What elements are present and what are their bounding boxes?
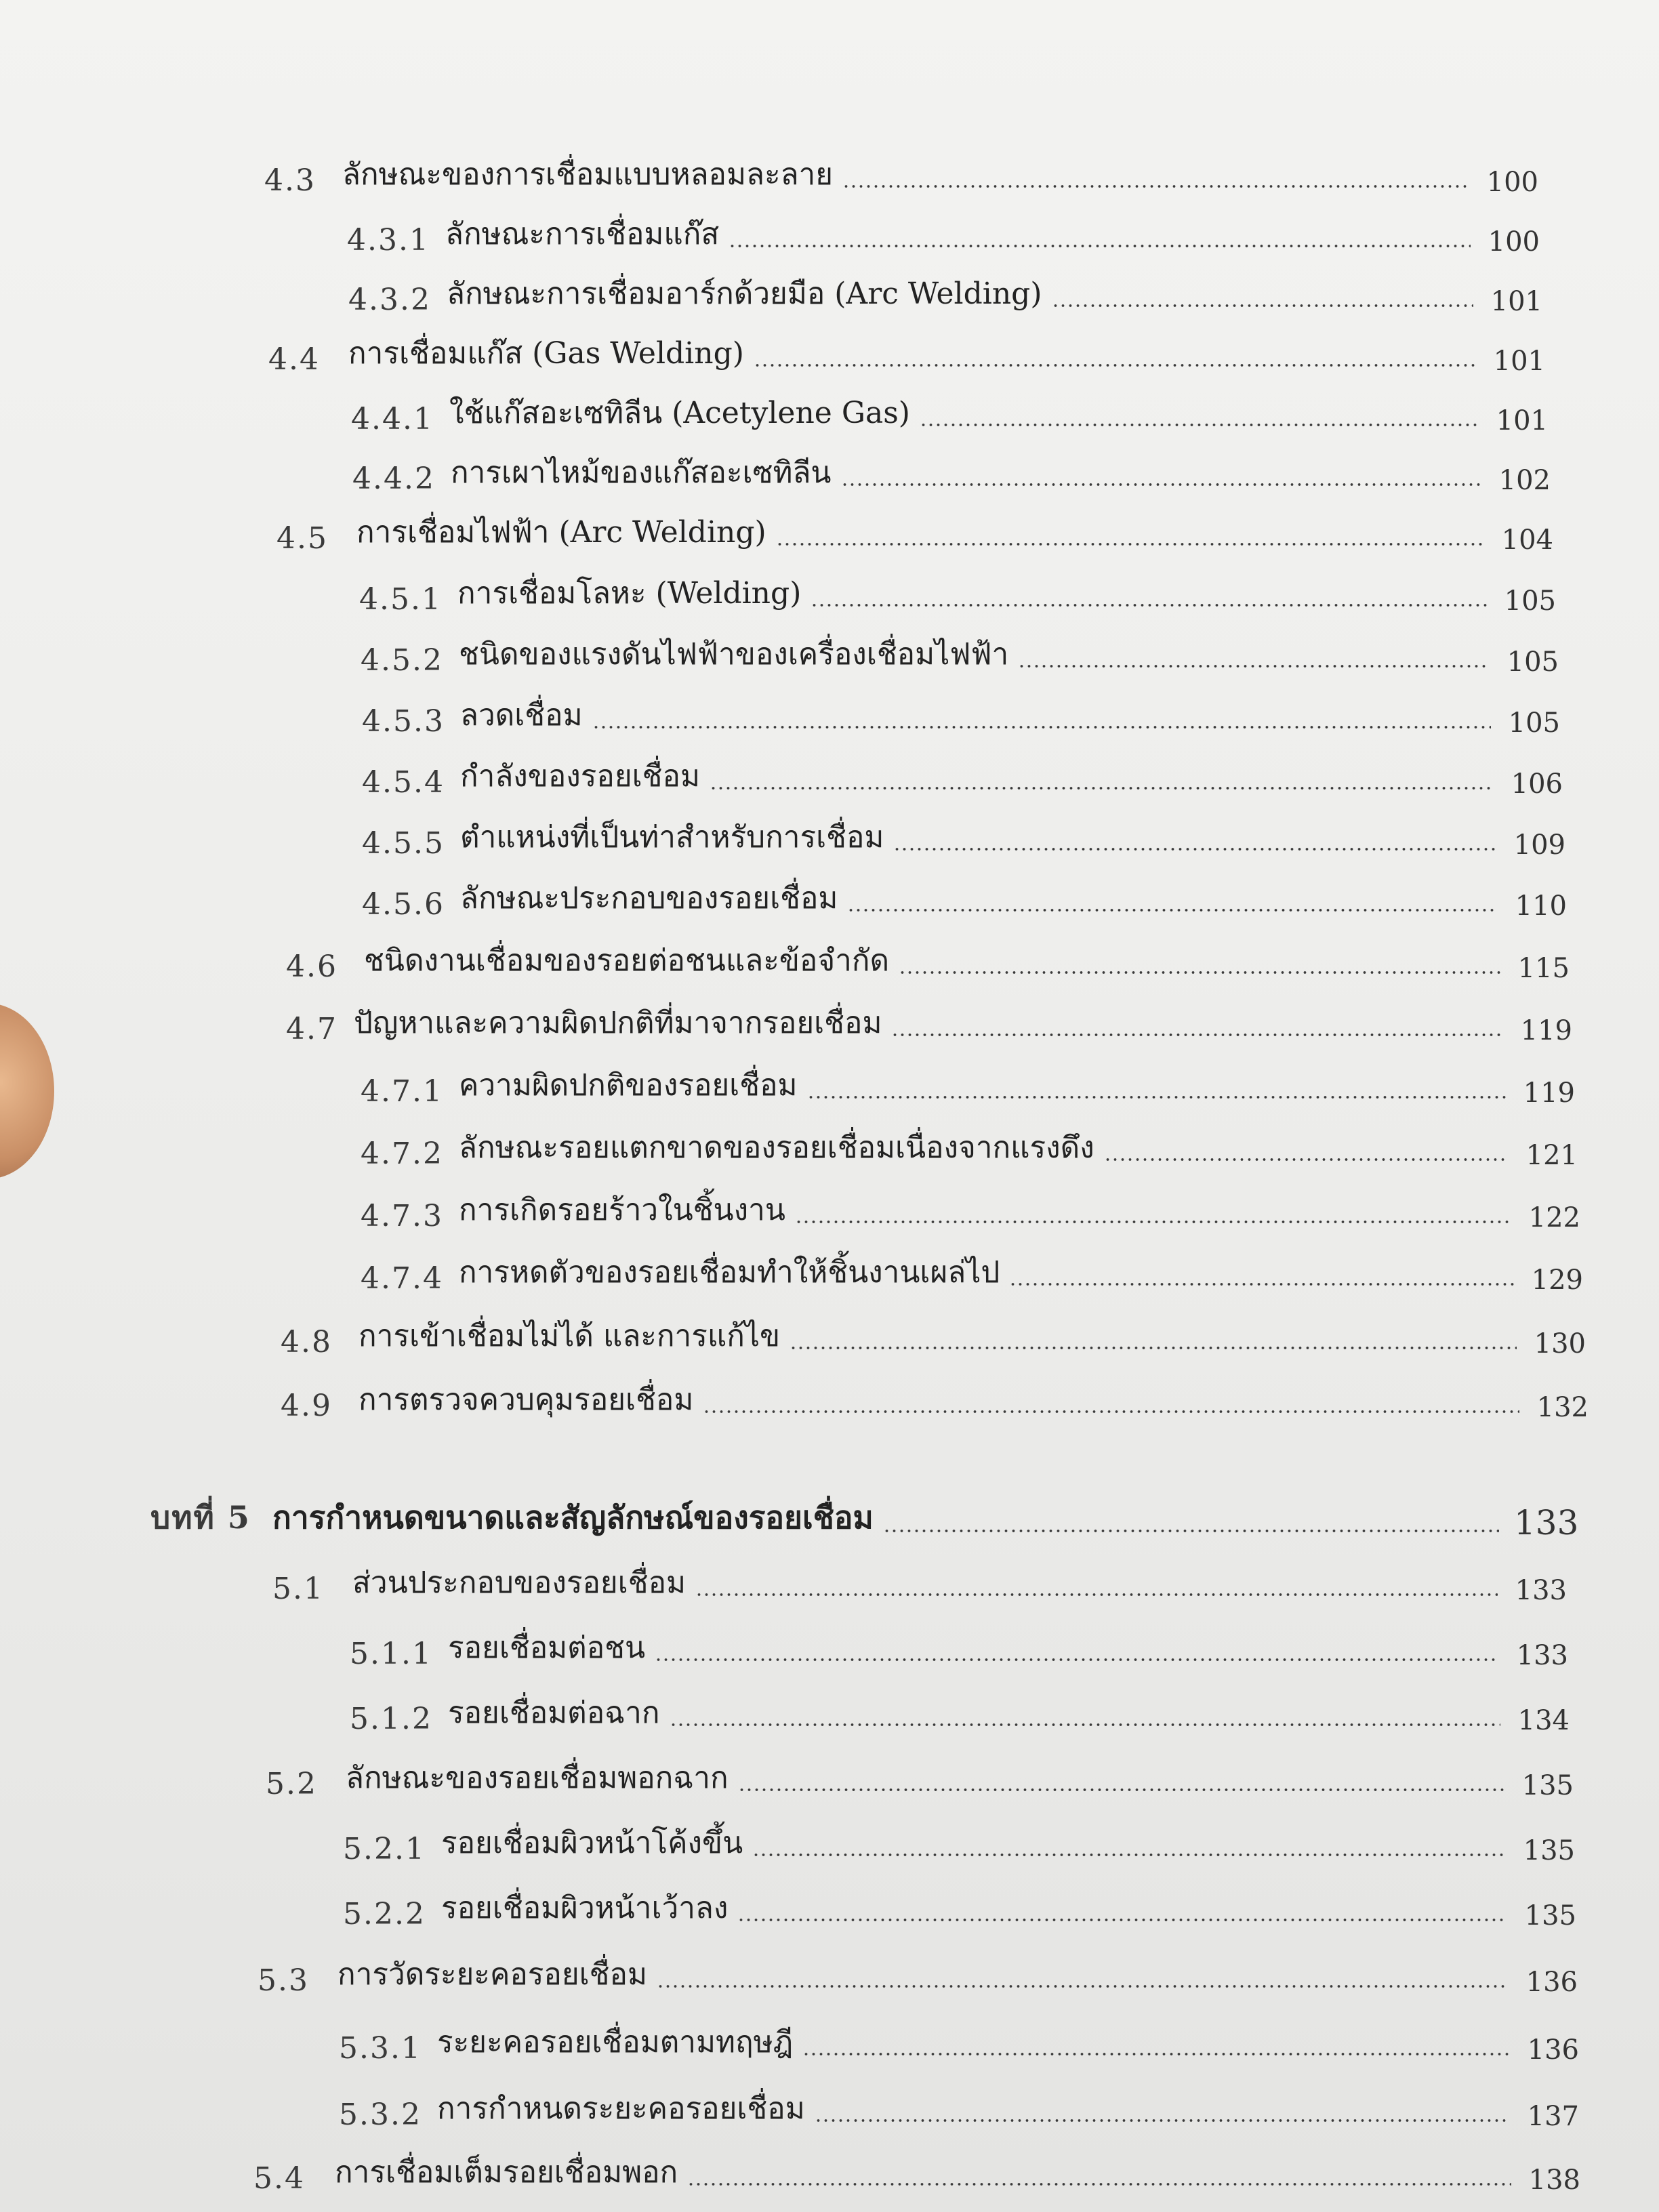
- toc-title: กำลังของรอยเชื่อม: [460, 759, 700, 794]
- toc-number: 4.4: [268, 342, 320, 377]
- toc-entry-4-6: [286, 937, 1570, 984]
- toc-entry-5-2: [266, 1754, 1574, 1801]
- toc-entry-4-7-1: [361, 1061, 1575, 1109]
- toc-title: ลักษณะการเชื่อมแก๊ส: [445, 217, 720, 251]
- toc-number: 5.1: [272, 1572, 324, 1606]
- dot-leader: [811, 603, 1487, 607]
- toc-entry-4-9: [281, 1376, 1589, 1423]
- toc-page-number: 137: [1527, 2101, 1579, 2132]
- dot-leader: [703, 1410, 1519, 1414]
- toc-entry-4-5-3: [362, 691, 1560, 739]
- toc-entry-4-3-2: [348, 270, 1542, 317]
- dot-leader: [841, 483, 1482, 487]
- toc-number: 5.3.1: [339, 2031, 422, 2066]
- toc-page-number: 102: [1498, 465, 1551, 496]
- toc-entry-5-3: [258, 1950, 1578, 1998]
- toc-number: 4.6: [286, 949, 337, 984]
- toc-title: การเผาไหม้ของแก๊สอะเซทิลีน: [451, 455, 832, 490]
- toc-page-number: 135: [1524, 1900, 1576, 1931]
- toc-entry-5-2-2: [343, 1884, 1576, 1931]
- toc-number: 4.4.2: [352, 462, 435, 496]
- dot-leader: [891, 1033, 1503, 1037]
- dot-leader: [899, 970, 1500, 975]
- toc-entry-5-3-1: [339, 2018, 1579, 2066]
- toc-title: ลักษณะประกอบของรอยเชื่อม: [460, 881, 838, 916]
- toc-entry-4-4: [268, 329, 1545, 377]
- toc-number: 4.7.1: [361, 1074, 443, 1109]
- toc-number: 5.3.2: [339, 2097, 422, 2132]
- toc-entry-5-4: [253, 2148, 1580, 2196]
- toc-page-number: 119: [1523, 1078, 1575, 1109]
- toc-entry-4-5-2: [361, 630, 1559, 678]
- toc-entry-4-5: [276, 508, 1553, 556]
- dot-leader: [670, 1723, 1501, 1727]
- toc-number: 5.1.1: [350, 1637, 432, 1671]
- toc-number: 5.4: [253, 2161, 305, 2196]
- toc-title: ความผิดปกติของรอยเชื่อม: [459, 1068, 798, 1103]
- toc-number: 4.9: [281, 1389, 332, 1423]
- toc-title: ลักษณะของรอยเชื่อมพอกฉาก: [346, 1761, 729, 1795]
- dot-leader: [687, 2182, 1511, 2186]
- toc-number: 4.5.6: [362, 887, 445, 922]
- dot-leader: [802, 2052, 1510, 2056]
- toc-title: ลักษณะการเชื่อมอาร์กด้วยมือ (Arc Welding): [447, 276, 1042, 311]
- toc-title: ชนิดของแรงดันไฟฟ้าของเครื่องเชื่อมไฟฟ้า: [459, 637, 1009, 672]
- dot-leader: [729, 244, 1471, 248]
- toc-page-number: 133: [1514, 1503, 1579, 1542]
- dot-leader: [752, 1853, 1506, 1857]
- dot-leader: [1052, 304, 1473, 308]
- toc-page-number: 109: [1513, 830, 1565, 861]
- toc-entry-4-5-6: [362, 874, 1567, 922]
- toc-title: รอยเชื่อมต่อฉาก: [448, 1696, 660, 1730]
- toc-entry-4-5-4: [362, 752, 1563, 800]
- toc-page-number: 105: [1507, 647, 1559, 678]
- chapter-number: บทที่ 5: [150, 1499, 251, 1536]
- toc-title: การตรวจควบคุมรอยเชื่อม: [359, 1382, 694, 1417]
- dot-leader: [1018, 664, 1490, 668]
- dot-leader: [893, 847, 1496, 851]
- toc-entry-4-4-1: [351, 389, 1548, 436]
- toc-title: ใช้แก๊สอะเซทิลีน (Acetylene Gas): [449, 396, 910, 430]
- toc-number: 4.5.3: [362, 704, 445, 739]
- dot-leader: [657, 1984, 1509, 1988]
- toc-title: การหดตัวของรอยเชื่อมทำให้ชิ้นงานเผล่ไป: [459, 1255, 1000, 1290]
- toc-number: 4.5.4: [362, 765, 445, 800]
- toc-title: ส่วนประกอบของรอยเชื่อม: [352, 1565, 686, 1600]
- toc-page-number: 100: [1488, 226, 1540, 258]
- toc-number: 5.2.2: [343, 1897, 426, 1931]
- toc-page-number: 134: [1517, 1705, 1570, 1736]
- toc-number: 4.5: [276, 521, 328, 556]
- toc-title: การเชื่อมไฟฟ้า (Arc Welding): [356, 515, 766, 550]
- dot-leader: [754, 363, 1476, 367]
- toc-title: ลักษณะรอยแตกขาดของรอยเชื่อมเนื่องจากแรงดึง: [459, 1130, 1094, 1165]
- dot-leader: [795, 1220, 1511, 1224]
- toc-page-number: 135: [1521, 1770, 1574, 1801]
- toc-title: การวัดระยะคอรอยเชื่อม: [337, 1957, 647, 1992]
- dot-leader: [710, 786, 1494, 790]
- toc-entry-4-7-3: [361, 1186, 1580, 1233]
- toc-entry-4-3-1: [347, 210, 1540, 258]
- toc-page-number: 106: [1511, 769, 1563, 800]
- toc-number: 4.3.2: [348, 283, 431, 317]
- chapter-title: การกำหนดขนาดและสัญลักษณ์ของรอยเชื่อม: [272, 1499, 874, 1536]
- toc-title: ลักษณะของการเชื่อมแบบหลอมละลาย: [342, 157, 834, 192]
- toc-number: 5.1.2: [350, 1702, 432, 1736]
- toc-entry-4-7-2: [361, 1124, 1578, 1171]
- toc-page-number: 122: [1528, 1202, 1580, 1233]
- toc-number: 4.5.2: [361, 643, 443, 678]
- toc-entry-4-8: [281, 1312, 1586, 1359]
- toc-number: 4.5.5: [362, 826, 445, 861]
- dot-leader: [738, 1788, 1504, 1792]
- toc-title: การกำหนดระยะคอรอยเชื่อม: [437, 2091, 805, 2126]
- toc-number: 4.5.1: [359, 582, 442, 617]
- toc-page-number: 121: [1525, 1140, 1578, 1171]
- toc-title: ระยะคอรอยเชื่อมตามทฤษฎี: [437, 2025, 794, 2060]
- dot-leader: [842, 184, 1469, 188]
- toc-entry-4-5-5: [362, 813, 1565, 861]
- thumb-photo-artifact: [0, 1003, 54, 1179]
- toc-entry-5-1-2: [350, 1689, 1570, 1736]
- toc-page-number: 136: [1527, 2034, 1579, 2066]
- toc-page-number: 101: [1490, 286, 1542, 317]
- toc-page-number: 105: [1504, 586, 1556, 617]
- toc-page-number: 133: [1515, 1575, 1567, 1606]
- dot-leader: [883, 1529, 1499, 1533]
- toc-page-number: 101: [1496, 405, 1548, 436]
- toc-page-number: 136: [1525, 1967, 1578, 1998]
- toc-page-number: 119: [1520, 1015, 1572, 1046]
- toc-page-number: 138: [1528, 2165, 1580, 2196]
- toc-title: การเชื่อมเต็มรอยเชื่อมพอก: [335, 2155, 678, 2190]
- dot-leader: [776, 542, 1484, 546]
- toc-page-number: 110: [1515, 890, 1567, 922]
- toc-title: การเกิดรอยร้าวในชิ้นงาน: [459, 1193, 785, 1227]
- dot-leader: [592, 725, 1491, 729]
- toc-entry-4-7: [286, 999, 1572, 1046]
- toc-title: รอยเชื่อมต่อชน: [448, 1631, 646, 1665]
- toc-number: 5.2: [266, 1767, 317, 1801]
- toc-page-number: 101: [1493, 346, 1545, 377]
- toc-number: 4.7.4: [361, 1261, 443, 1296]
- toc-number: 4.8: [281, 1325, 332, 1359]
- toc-chapter-5: [150, 1495, 1579, 1542]
- toc-entry-4-4-2: [352, 449, 1551, 496]
- toc-number: 5.2.1: [343, 1832, 426, 1866]
- toc-number: 4.3: [264, 163, 316, 198]
- toc-page-number: 133: [1516, 1640, 1568, 1671]
- toc-page-number: 104: [1501, 525, 1553, 556]
- dot-leader: [807, 1095, 1506, 1099]
- toc-number: 4.3.1: [347, 223, 430, 258]
- toc-entry-5-1: [272, 1559, 1567, 1606]
- toc-page-number: 130: [1534, 1328, 1586, 1359]
- toc-page-number: 132: [1536, 1392, 1589, 1423]
- dot-leader: [1009, 1282, 1514, 1286]
- dot-leader: [847, 908, 1498, 912]
- toc-page-number: 100: [1486, 167, 1538, 198]
- toc-title: การเชื่อมแก๊ส (Gas Welding): [348, 336, 744, 371]
- toc-page-number: 129: [1531, 1265, 1583, 1296]
- toc-title: รอยเชื่อมผิวหน้าเว้าลง: [441, 1891, 729, 1925]
- toc-entry-4-3: [264, 150, 1538, 198]
- dot-leader: [790, 1346, 1517, 1350]
- dot-leader: [695, 1593, 1498, 1597]
- toc-title: ปัญหาและความผิดปกติที่มาจากรอยเชื่อม: [354, 1006, 882, 1040]
- dot-leader: [655, 1658, 1499, 1662]
- toc-title: การเชื่อมโลหะ (Welding): [457, 576, 802, 611]
- dot-leader: [1104, 1158, 1509, 1162]
- dot-leader: [737, 1918, 1507, 1922]
- dot-leader: [815, 2118, 1510, 2123]
- toc-number: 4.4.1: [351, 402, 434, 436]
- toc-title: ลวดเชื่อม: [460, 698, 583, 733]
- toc-entry-4-7-4: [361, 1248, 1583, 1296]
- toc-entry-5-1-1: [350, 1624, 1568, 1671]
- toc-number: 4.7: [286, 1012, 337, 1046]
- toc-entry-5-2-1: [343, 1819, 1575, 1866]
- toc-entry-5-3-2: [339, 2085, 1579, 2132]
- toc-title: รอยเชื่อมผิวหน้าโค้งขึ้น: [441, 1826, 743, 1860]
- dot-leader: [920, 423, 1479, 427]
- toc-title: ชนิดงานเชื่อมของรอยต่อชนและข้อจำกัด: [364, 943, 890, 978]
- toc-page-number: 135: [1523, 1835, 1575, 1866]
- toc-number: 4.7.2: [361, 1136, 443, 1171]
- toc-title: ตำแหน่งที่เป็นท่าสำหรับการเชื่อม: [460, 820, 884, 855]
- toc-number: 4.7.3: [361, 1199, 443, 1233]
- toc-page-number: 105: [1508, 708, 1560, 739]
- toc-entry-4-5-1: [359, 569, 1556, 617]
- toc-title: การเข้าเชื่อมไม่ได้ และการแก้ไข: [359, 1319, 781, 1353]
- toc-page-number: 115: [1517, 953, 1570, 984]
- toc-number: 5.3: [258, 1963, 309, 1998]
